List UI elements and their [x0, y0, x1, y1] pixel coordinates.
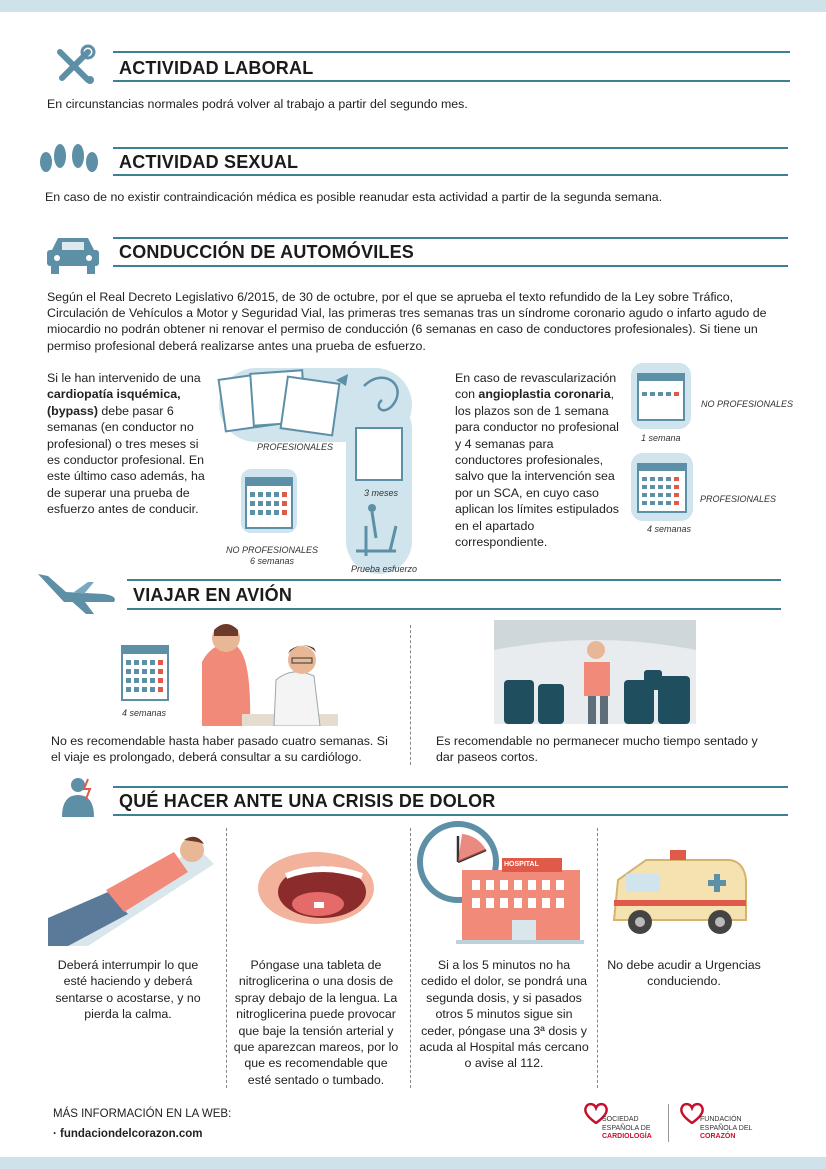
doctor-consultation-illustration: [202, 622, 338, 726]
avion-right-text: Es recomendable no permanecer mucho tiempo sentado y dar paseos cortos.: [436, 734, 758, 765]
section-rule: [113, 51, 790, 53]
airplane-icon: [34, 570, 120, 616]
crisis-step-2: Póngase una tableta de nitroglicerina o una dosis de spray debajo de la lengua. La nitroglicerina puede provocar que baje la tensión arterial y que aparezcan mareos, por lo que es recomendable que esté sentado o tumbado.: [233, 958, 399, 1087]
logo-fundacion: FUNDACIÓN ESPAÑOLA DEL CORAZÓN: [700, 1116, 753, 1140]
logo-sociedad: SOCIEDAD ESPAÑOLA DE CARDIOLOGÍA: [602, 1116, 652, 1140]
tools-icon: [50, 44, 98, 86]
sexual-text: En caso de no existir contraindicación médica es posible reanudar esta actividad a partir de la segunda semana.: [45, 190, 663, 204]
section-rule: [127, 579, 781, 581]
ambulance-illustration: [610, 850, 750, 936]
avion-left-text: No es recomendable hasta haber pasado cuatro semanas. Si el viaje es prolongado, deberá consultar a su cardiólogo.: [51, 734, 388, 765]
crisis-step-3: Si a los 5 minutos no ha cedido el dolor, se pondrá una segunda dosis, y si pasados otros 5 minutos sigue sin ceder, póngase una 3ª dosis y acuda al Hospital más cercano o avise al 112.: [419, 958, 589, 1071]
calendar-4-semanas-icon: [630, 452, 694, 522]
caption-profesionales: PROFESIONALES: [257, 442, 334, 452]
caption-3-meses: 3 meses: [364, 488, 399, 498]
calendar-icon: [118, 638, 172, 704]
conduccion-angioplastia-text: En caso de revascularización con angioplastia coronaria, los plazos son de 1 semana para conductor no profesional y 4 semanas para conductores profesionales, salvo que la intervención sea por un SCA, en cuyo caso aplican los límites estipulados en el apartado correspondiente.: [455, 371, 619, 550]
caption-prueba-esfuerzo: Prueba esfuerzo: [351, 564, 418, 574]
column-divider: [410, 828, 411, 1088]
hospital-sign: HOSPITAL: [504, 861, 539, 868]
section-title-laboral: ACTIVIDAD LABORAL: [119, 58, 314, 78]
caption-1-semana: 1 semana: [641, 433, 681, 443]
section-title-crisis: QUÉ HACER ANTE UNA CRISIS DE DOLOR: [119, 791, 496, 811]
section-rule: [113, 786, 788, 788]
column-divider: [597, 828, 598, 1088]
section-title-sexual: ACTIVIDAD SEXUAL: [119, 152, 299, 172]
footer-more-info: MÁS INFORMACIÓN EN LA WEB:: [53, 1108, 232, 1120]
section-rule: [113, 265, 788, 267]
caption-4-semanas: 4 semanas: [647, 524, 692, 534]
bottom-band: [0, 1157, 826, 1169]
conduccion-bypass-text: Si le han intervenido de una cardiopatía isquémica, (bypass) debe pasar 6 semanas (en conductor no profesional) o tres meses si es conductor profesional. En este último caso además, ha de superar una prueba de esfuerzo antes de conducir.: [47, 371, 205, 517]
caption-right-profesionales: PROFESIONALES: [700, 494, 777, 504]
section-title-conduccion: CONDUCCIÓN DE AUTOMÓVILES: [119, 242, 415, 262]
chest-pain-icon: [58, 777, 102, 817]
caption-right-no-profesionales: NO PROFESIONALES: [701, 399, 794, 409]
section-title-avion: VIAJAR EN AVIÓN: [133, 585, 293, 605]
section-rule: [113, 237, 788, 239]
laboral-text: En circunstancias normales podrá volver al trabajo a partir del segundo mes.: [47, 97, 468, 111]
car-icon: [44, 232, 102, 276]
section-rule: [113, 80, 790, 82]
column-divider: [226, 828, 227, 1088]
open-mouth-illustration: [252, 832, 376, 928]
section-rule: [127, 608, 781, 610]
caption-avion-4-semanas: 4 semanas: [122, 708, 167, 718]
feet-icon: [36, 138, 102, 178]
calendar-1-semana-icon: [630, 362, 692, 430]
calendar-icon: [240, 468, 298, 534]
column-divider: [410, 625, 411, 765]
conduccion-intro: Según el Real Decreto Legislativo 6/2015, de 30 de octubre, por el que se aprueba el texto refundido de la Ley sobre Tráfico, Circulación de Vehículos a Motor y Seguridad Vial, las primeras tres semanas tras un síndrome coronario agudo o infarto agudo de miocardio no podrán obtener ni renovar el permiso de conducción (6 semanas en caso de conductores profesionales). Si tiene un permiso profesional deberá realizarse antes una prueba de esfuerzo.: [47, 290, 767, 353]
crisis-step-4: No debe acudir a Urgencias conduciendo.: [607, 958, 761, 989]
section-rule: [113, 174, 788, 176]
section-rule: [113, 814, 788, 816]
top-band: [0, 0, 826, 12]
caption-6-semanas: 6 semanas: [249, 556, 295, 566]
airplane-cabin-illustration: [494, 620, 696, 724]
section-rule: [113, 147, 788, 149]
crisis-step-1: Deberá interrumpir lo que esté haciendo y deberá sentarse o acostarse, y no pierda la calma.: [55, 958, 201, 1022]
clock-hospital-illustration: [416, 820, 584, 944]
person-lying-illustration: [48, 828, 216, 946]
footer-web-link[interactable]: · fundaciondelcorazon.com: [53, 1128, 203, 1140]
logo-divider: [668, 1104, 669, 1142]
caption-no-profesionales: NO PROFESIONALES: [225, 545, 319, 555]
